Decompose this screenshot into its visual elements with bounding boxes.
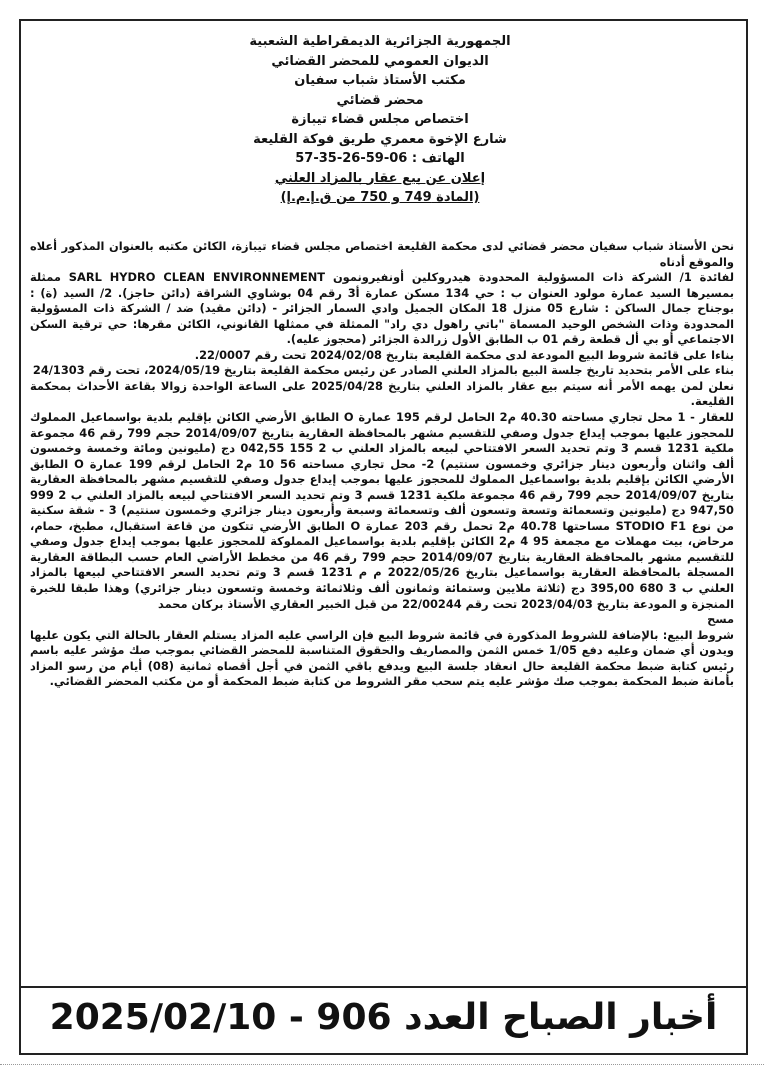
sale-date-order: بناء على الأمر بتحديد تاريخ جلسة البيع بالمزاد العلني الصادر عن رئيس محكمة القليعة بتاريخ 2024/05/19، تحت رقم 24/1303 [32, 363, 734, 378]
issue-number: 906 [316, 997, 392, 1038]
auction-notice: نعلن لمن يهمه الأمر أنه سيتم بيع عقار بالمزاد العلني بتاريخ 2025/04/28 على الساعة الواحدة زوالا بقاعة الأحداث بمحكمة القليعة. [30, 378, 734, 409]
bailiff-intro: نحن الأستاذ شباب سفيان محضر قضائي لدى محكمة القليعة اختصاص مجلس قضاء تيبازة، الكائن مكتبه بالعنوان المذكور أعلاه والموقع أدناه [30, 239, 734, 269]
newspaper-name: أخبار الصباح العدد [404, 997, 718, 1038]
property-description: للعقار - 1 محل تجاري مساحته 40.30 م2 الحامل لرقم 195 عمارة O الطابق الأرضي الكائن بإقليم بلدية بواسماعيل المملوك للمحجوز عليها بموجب إيداع جدول وصفي للتقسيم مشهر بالمحافظة العقارية بتاريخ 2014/09/07 حجم 799 رقم 46 مجموعة ملكية 1231 قسم 3 وتم تحديد السعر الافتتاحي لبيعه بالمزاد العلني ب 2 155 042,55 دج (مليونين ومائة وخمسة وخمسون ألف واثنان وأربعون دينار جزائري وخمسون سنتيم) 2- محل تجاري مساحته 56 10 م2 الحامل لرقم 199 عمارة O الطابق الأرضي الكائن بإقليم بلدية بواسماعيل المملوك للمحجوز عليها بموجب إيداع جدول وصفي للتقسيم مشهر بالمحافظة العقارية بتاريخ 2014/09/07 حجم 799 رقم 46 مجموعة ملكية 1231 قسم 3 وتم تحديد السعر الافتتاحي لبيعه بالمزاد العلني ب 2 999 947,50 دج (مليونين وتسعمائة وتسعة وتسعون ألف وتسعمائة وسبعة وأربعون دينار جزائري وخمسون سنتيم) 3 - شقة سكنية من نوع STODIO F1 مساحتها 40.78 م2 تحمل رقم 203 عمارة O الطابق الأرضي تتكون من قاعة استقبال، مطبخ، حمام، مرحاض، بيت مهملات مع مجمعة 95 4 م2 الكائن بإقليم بلدية بواسماعيل المملوكة للمحجوز عليها بموجب إيداع جدول وصفي للتقسيم مشهر بالمحافظة العقارية بتاريخ 2014/09/07 حجم 799 رقم 46 من مخطط الأراضي العام حسب البطاقة العقارية المسجلة بالمحافظة العقارية بواسماعيل بتاريخ 2022/05/26 م م 1231 قسم 3 وتم تحديد السعر الافتتاحي لبيعها بالمزاد العلني ب 3 680 395,00 دج (ثلاثة ملايين وستمائة وثمانون ألف وثلاثمائة وخمسة وتسعون دينار جزائري) وهذا طبقا للخبرة المنجزة و المودعة بتاريخ 2023/04/03 تحت رقم 22/00244 من قبل الخبير العقاري الأستاذ بركان محمد [30, 410, 735, 611]
office-owner: مكتب الأستاذ شباب سفيان [294, 73, 466, 88]
profession: محضر قضائي [336, 92, 424, 108]
office-phone: الهاتف : 06-59-26-35-57 [295, 151, 465, 166]
legal-reference: (المادة 749 و 750 من ق.إ.م.إ) [280, 190, 480, 205]
office-name: الديوان العمومي للمحضر القضائي [271, 53, 489, 69]
document-header [160, 32, 600, 208]
scan-edge-line [0, 1064, 764, 1065]
footer-divider [19, 986, 748, 988]
footer-dash: - [288, 997, 304, 1038]
announcement-title: إعلان عن بيع عقار بالمزاد العلني [274, 170, 486, 186]
jurisdiction: اختصاص مجلس قضاء تيبازة [291, 112, 469, 127]
republic-title: الجمهورية الجزائرية الديمقراطية الشعبية [249, 34, 511, 49]
sale-conditions-deposit: بناءا على قائمة شروط البيع المودعة لدى محكمة القليعة بتاريخ 2024/02/08 تحت رقم 22/0007. [194, 347, 734, 362]
parties-paragraph: لفائدة 1/ الشركة ذات المسؤولية المحدودة هيدروكلين أونفيرونمون SARL HYDRO CLEAN ENVIRONNEMENT ممثلة بمسيرها السيد عمارة مولود العنوان ب : حي 134 مسكن عمارة أ3 رقم 04 بوشاوي الشراقة (دائن حاجز). 2/ السيد (ة) : بوجناح جمال الساكن : شارع 05 منزل 18 المكان الجميل وادي السمار الجزائر - (دائن مقيد) ضد / الشركة ذات المسؤولية المحدودة وذات الشخص الوحيد المسماة "باتي راهول دي راد" الممثلة في ممثلها القانوني، الكائن مقرها: حي ترقية السكن الاجتماعي أو بي أل قطعة رقم 01 ب الطابق الأول زرالدة الجزائر (محجوز عليه). [30, 270, 735, 347]
newspaper-footer [24, 992, 743, 1044]
office-address: شارع الإخوة معمري طريق فوكة القليعة [253, 131, 507, 147]
sale-terms: شروط البيع: بالإضافة للشروط المذكورة في قائمة شروط البيع فإن الراسي عليه المزاد يستلم العقار بالحالة التي يكون عليها ويدون أي ضمان وعليه دفع 1/05 خمس الثمن والمصاريف والحقوق المتناسبة للمحضر القضائي بموجب صك مؤشر عليه باسم رئيس كتابة ضبط محكمة القليعة حال انعقاد جلسة البيع ويدفع باقي الثمن في أجل أقصاه ثمانية (08) أيام من رسو المزاد بأمانة ضبط المحكمة بموجب صك مؤشر عليه يتم سحب مقر الشروط من كتابة ضبط المحكمة أو من مكتب المحضر القضائي. [30, 627, 734, 689]
survey-note: مسح [707, 612, 734, 627]
publication-date: 2025/02/10 [49, 997, 277, 1038]
announcement-body [30, 239, 734, 690]
